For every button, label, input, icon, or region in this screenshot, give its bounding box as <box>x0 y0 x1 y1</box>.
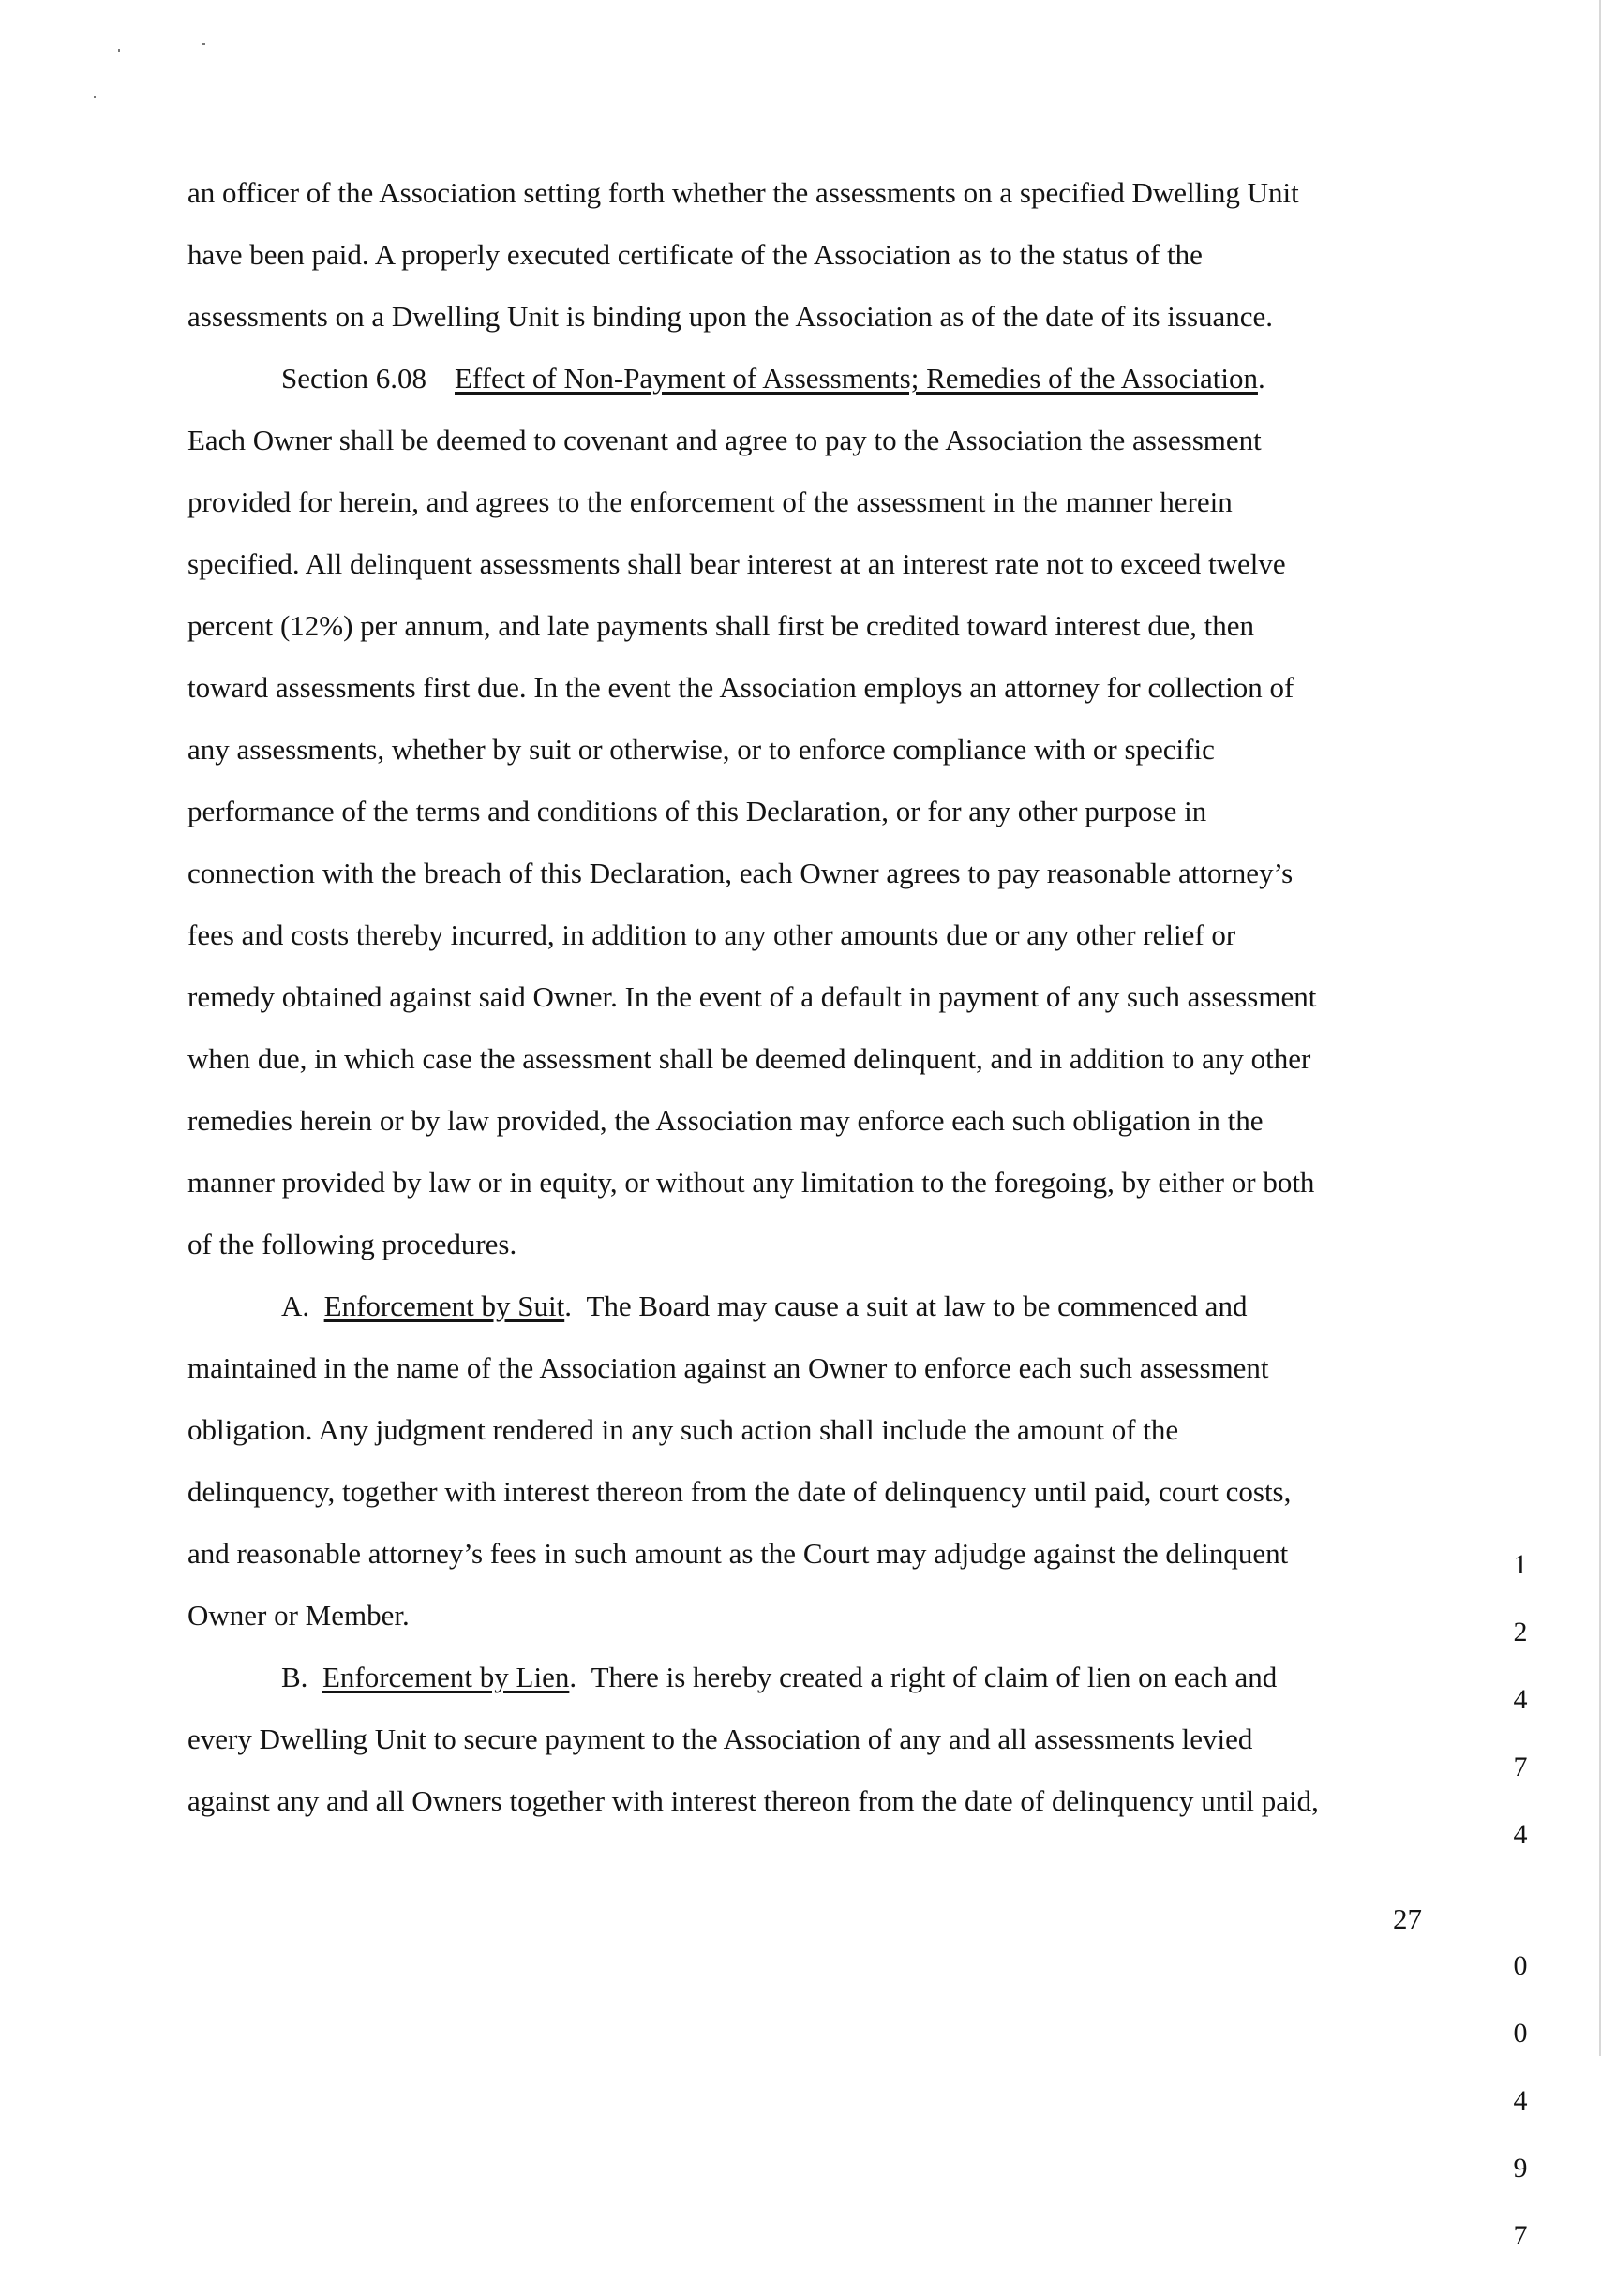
body-line: performance of the terms and conditions of this Declaration, or for any other purpose in <box>187 795 1207 827</box>
item-b-title-period: . <box>569 1661 577 1693</box>
body-line: remedies herein or by law provided, the Association may enforce each such obligation in the <box>187 1104 1264 1137</box>
page-ref-digit: 0 <box>1513 2018 1528 2049</box>
body-line: toward assessments first due. In the event the Association employs an attorney for collection of <box>187 671 1294 704</box>
body-line: specified. All delinquent assessments shall bear interest at an interest rate not to exceed twelve <box>187 547 1286 580</box>
item-a-label: A. <box>281 1290 310 1322</box>
body-line: Each Owner shall be deemed to covenant and agree to pay to the Association the assessment <box>187 424 1262 456</box>
page-ref-digit: 7 <box>1513 2220 1528 2251</box>
body-line: fees and costs thereby incurred, in addition to any other amounts due or any other relief or <box>187 918 1236 951</box>
body-line: remedy obtained against said Owner. In the event of a default in payment of any such assessment <box>187 980 1317 1013</box>
body-line: an officer of the Association setting forth whether the assessments on a specified Dwelling Unit <box>187 176 1299 209</box>
section-title-period: . <box>1257 362 1265 395</box>
body-line: any assessments, whether by suit or otherwise, or to enforce compliance with or specific <box>187 733 1215 766</box>
item-b-heading <box>281 1659 1277 1696</box>
section-title: Effect of Non-Payment of Assessments; Remedies of the Association <box>455 362 1258 395</box>
item-b-first-line: There is hereby created a right of claim of lien on each and <box>591 1661 1278 1693</box>
book-digit: 2 <box>1513 1617 1528 1647</box>
body-line: provided for herein, and agrees to the enforcement of the assessment in the manner herein <box>187 485 1233 518</box>
body-line: every Dwelling Unit to secure payment to the Association of any and all assessments levied <box>187 1722 1253 1755</box>
scan-speck <box>202 43 205 45</box>
recording-stamp <box>1504 1509 1536 2292</box>
body-line: connection with the breach of this Declaration, each Owner agrees to pay reasonable attorney’s <box>187 857 1294 889</box>
book-digit: 4 <box>1513 1819 1528 1850</box>
scan-speck <box>118 49 120 52</box>
body-line: and reasonable attorney’s fees in such amount as the Court may adjudge against the delinquent <box>187 1537 1289 1570</box>
body-line: against any and all Owners together with interest thereon from the date of delinquency until paid, <box>187 1784 1319 1817</box>
body-line: percent (12%) per annum, and late payments shall first be credited toward interest due, then <box>187 609 1254 642</box>
body-line: of the following procedures. <box>187 1228 517 1260</box>
item-a-heading <box>281 1288 1247 1325</box>
item-a-title: Enforcement by Suit <box>323 1290 565 1322</box>
book-digit: 1 <box>1513 1549 1528 1580</box>
book-digit: 7 <box>1513 1752 1528 1782</box>
item-a-title-period: . <box>564 1290 572 1322</box>
body-line: maintained in the name of the Association against an Owner to enforce each such assessment <box>187 1351 1269 1384</box>
body-line: when due, in which case the assessment shall be deemed delinquent, and in addition to any other <box>187 1042 1311 1075</box>
section-heading <box>281 360 1265 397</box>
item-b-label: B. <box>281 1661 308 1693</box>
scan-speck <box>94 96 96 98</box>
page-ref-digit: 9 <box>1513 2153 1528 2184</box>
body-line: obligation. Any judgment rendered in any such action shall include the amount of the <box>187 1413 1179 1446</box>
item-a-first-line: The Board may cause a suit at law to be commenced and <box>586 1290 1248 1322</box>
body-line: assessments on a Dwelling Unit is binding upon the Association as of the date of its issuance. <box>187 300 1274 333</box>
body-line: have been paid. A properly executed certificate of the Association as to the status of the <box>187 238 1203 271</box>
page-ref-digit: 4 <box>1513 2085 1528 2116</box>
page-ref-digit: 0 <box>1513 1950 1528 1981</box>
book-digit: 4 <box>1513 1684 1528 1715</box>
page-number: 27 <box>1393 1902 1422 1935</box>
section-number: Section 6.08 <box>281 362 426 395</box>
body-line: delinquency, together with interest thereon from the date of delinquency until paid, court costs, <box>187 1475 1292 1508</box>
item-b-title: Enforcement by Lien <box>322 1661 570 1693</box>
body-line: Owner or Member. <box>187 1599 410 1632</box>
body-line: manner provided by law or in equity, or without any limitation to the foregoing, by either or both <box>187 1166 1315 1199</box>
